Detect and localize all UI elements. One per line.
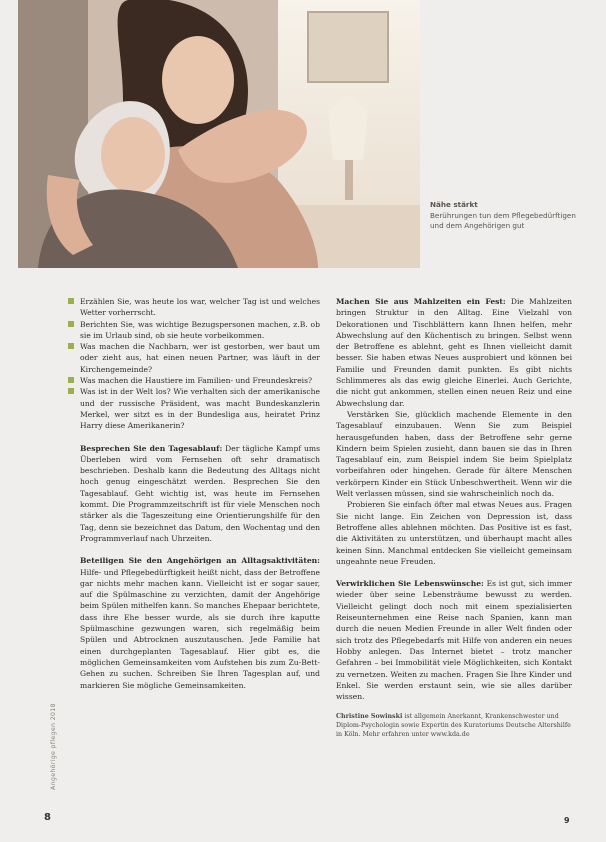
bullet-square-icon	[68, 388, 74, 394]
page-number-right: 9	[564, 816, 570, 825]
bullet-list	[80, 296, 320, 432]
mahlzeiten-paragraph: Machen Sie aus Mahlzeiten ein Fest: Die Mahlzeiten bringen Struktur in den Alltag. Eine Vielzahl von Dekorationen und Tischblättern kann Ihnen helfen, mehr Abwechslung auf den Küchentisch zu bringen. Selbst wenn der Betroffene es ablehnt, geht es Ihnen vielleicht damit besser. Sie haben etwas Neues ausprobiert und können bei Familie und Freunden damit punkten. Es gibt nichts Schlimmeres als das ewig gleiche Einerlei. Auch Gerichte, die nicht gut ankommen, stellen einen neuen Reiz und eine Abwechslung dar.	[336, 297, 572, 408]
list-item: Berichten Sie, was wichtige Bezugspersonen machen, z.B. ob sie im Urlaub sind, ob sie heute vorbeikommen.	[80, 319, 320, 342]
bullet-square-icon	[68, 321, 74, 327]
hug-photo	[18, 0, 420, 268]
tagesablauf-paragraph: Besprechen Sie den Tagesablauf: Der tägliche Kampf ums Überleben wird vom Fernsehen oft sehr dramatisch beschrieben. Deshalb kann die Bedeutung des Alltags nicht hoch genug eingeschätzt werden. Besprechen Sie den Tagesablauf. Geht wichtig ist, was heute im Fernsehen kommt. Die Programmzeitschrift ist für viele Menschen noch stärker als die Tageszeitung eine Orientierungshilfe für den Tag, denn sie bezeichnet das Datum, den Wochentag und den Programmverlauf nach Uhrzeiten.	[80, 443, 320, 543]
wuensche-paragraph: Verwirklichen Sie Lebenswünsche: Es ist gut, sich immer wieder über seine Lebensträume bewusst zu werden. Vielleicht gelingt doch noch mit einem spezialisierten Reiseunternehmen eine Reise nach Spanien, kann man durch die neuen Medien Freunde in aller Welt finden oder sich trotz des Pflegebedarfs mit Hilfe von anderen ein neues Hobby anlegen. Das Internet bietet – trotz mancher Gefahren – bei Immobilität viele Möglichkeiten, sich Kontakt zu vernetzen. Weiten zu machen. Fragen Sie Ihre Kinder und Enkel. Sie werden erstaunt sein, wie sie alles darüber wissen.	[336, 579, 572, 702]
caption-title: Nähe stärkt	[430, 200, 478, 209]
mahlzeiten-paragraph-2: Verstärken Sie, glücklich machende Elemente in den Tagesablauf einzubauen. Wenn Sie zum Beispiel herausgefunden haben, dass der Betroffene sehr gerne Kindern beim Spielen zusieht, dann bauen sie das in Ihren Tagesablauf ein, zum Beispiel indem Sie beim Spielplatz vorbeifahren oder hingehen. Gerade für ältere Menschen verkörpern Kinder ein Stück Unbeschwertheit. Wenn wir die Welt verlassen müssen, sind sie wahrscheinlich noch da.	[336, 409, 572, 499]
right-column	[336, 296, 572, 739]
author-note: Christine Sowinski ist allgemein Anerkannt, Krankenschwester und Diplom-Psychologin sowie Expertin des Kuratoriums Deutsche Altershilfe in Köln. Mehr erfahren unter www.kda.de	[336, 713, 571, 738]
page-number-left: 8	[44, 812, 51, 823]
beteiligen-heading: Beteiligen Sie den Angehörigen an Alltagsaktivitäten:	[80, 556, 320, 566]
left-column	[80, 296, 320, 691]
list-item: Erzählen Sie, was heute los war, welcher Tag ist und welches Wetter vorherrscht.	[80, 296, 320, 319]
bullet-square-icon	[68, 298, 74, 304]
mahlzeiten-paragraph-3: Probieren Sie einfach öfter mal etwas Neues aus. Fragen Sie nicht lange. Ein Zeichen von Depression ist, dass Betroffene alles ablehnen möchten. Das Positive ist es fast, die Aktivitäten zu unterstützen, und überhaupt macht alles keinen Sinn. Manchmal entdecken Sie vielleicht gemeinsam ungeahnte neue Freuden.	[336, 500, 572, 566]
list-item: Was machen die Nachbarn, wer ist gestorben, wer baut um oder zieht aus, hat einen neuen Partner, was läuft in der Kirchengemeinde?	[80, 341, 320, 375]
beteiligen-paragraph: Beteiligen Sie den Angehörigen an Alltagsaktivitäten: Hilfe- und Pflegebedürftigkeit heißt nicht, dass der Betroffene gar nichts mehr machen kann. Vielleicht ist er sogar sauer, auf die Spülmaschine zu verzichten, damit der Angehörige beim Spülen mithelfen kann. So manches Ehepaar berichtete, dass ihre Ehe besser wurde, als sie durch ihre kaputte Spülmaschine gezwungen waren, sich regelmäßig beim Spülen und Abtrocknen auszutauschen. Jede Familie hat einen durchgeplanten Tagesablauf. Hier gibt es, die möglichen Gemeinsamkeiten vom Aufstehen bis zum Zu-Bett-Gehen zu suchen. Schreiben Sie Ihren Tagesplan auf, und markieren Sie mögliche Gemeinsamkeiten.	[80, 556, 321, 690]
photo-caption	[430, 200, 590, 232]
wuensche-heading: Verwirklichen Sie Lebenswünsche:	[336, 579, 484, 589]
list-item: Was machen die Haustiere im Familien- und Freundeskreis?	[80, 375, 320, 386]
bullet-square-icon	[68, 343, 74, 349]
author-name: Christine Sowinski	[336, 713, 403, 721]
mahlzeiten-heading: Machen Sie aus Mahlzeiten ein Fest:	[336, 297, 506, 306]
tagesablauf-heading: Besprechen Sie den Tagesablauf:	[80, 443, 223, 453]
vertical-section-label: Angehörige pflegen 2018	[50, 703, 57, 790]
hug-photo-illustration	[18, 0, 420, 268]
caption-text: Berührungen tun dem Pflegebedürftigen und dem Angehörigen gut	[430, 210, 576, 230]
bullet-square-icon	[68, 377, 74, 383]
list-item: Was ist in der Welt los? Wie verhalten sich der amerikanische und der russische Präsident, was macht Bundeskanzlerin Merkel, wer sitzt es in der Bundesliga aus, heiratet Prinz Harry diese Amerikanerin?	[80, 386, 320, 431]
